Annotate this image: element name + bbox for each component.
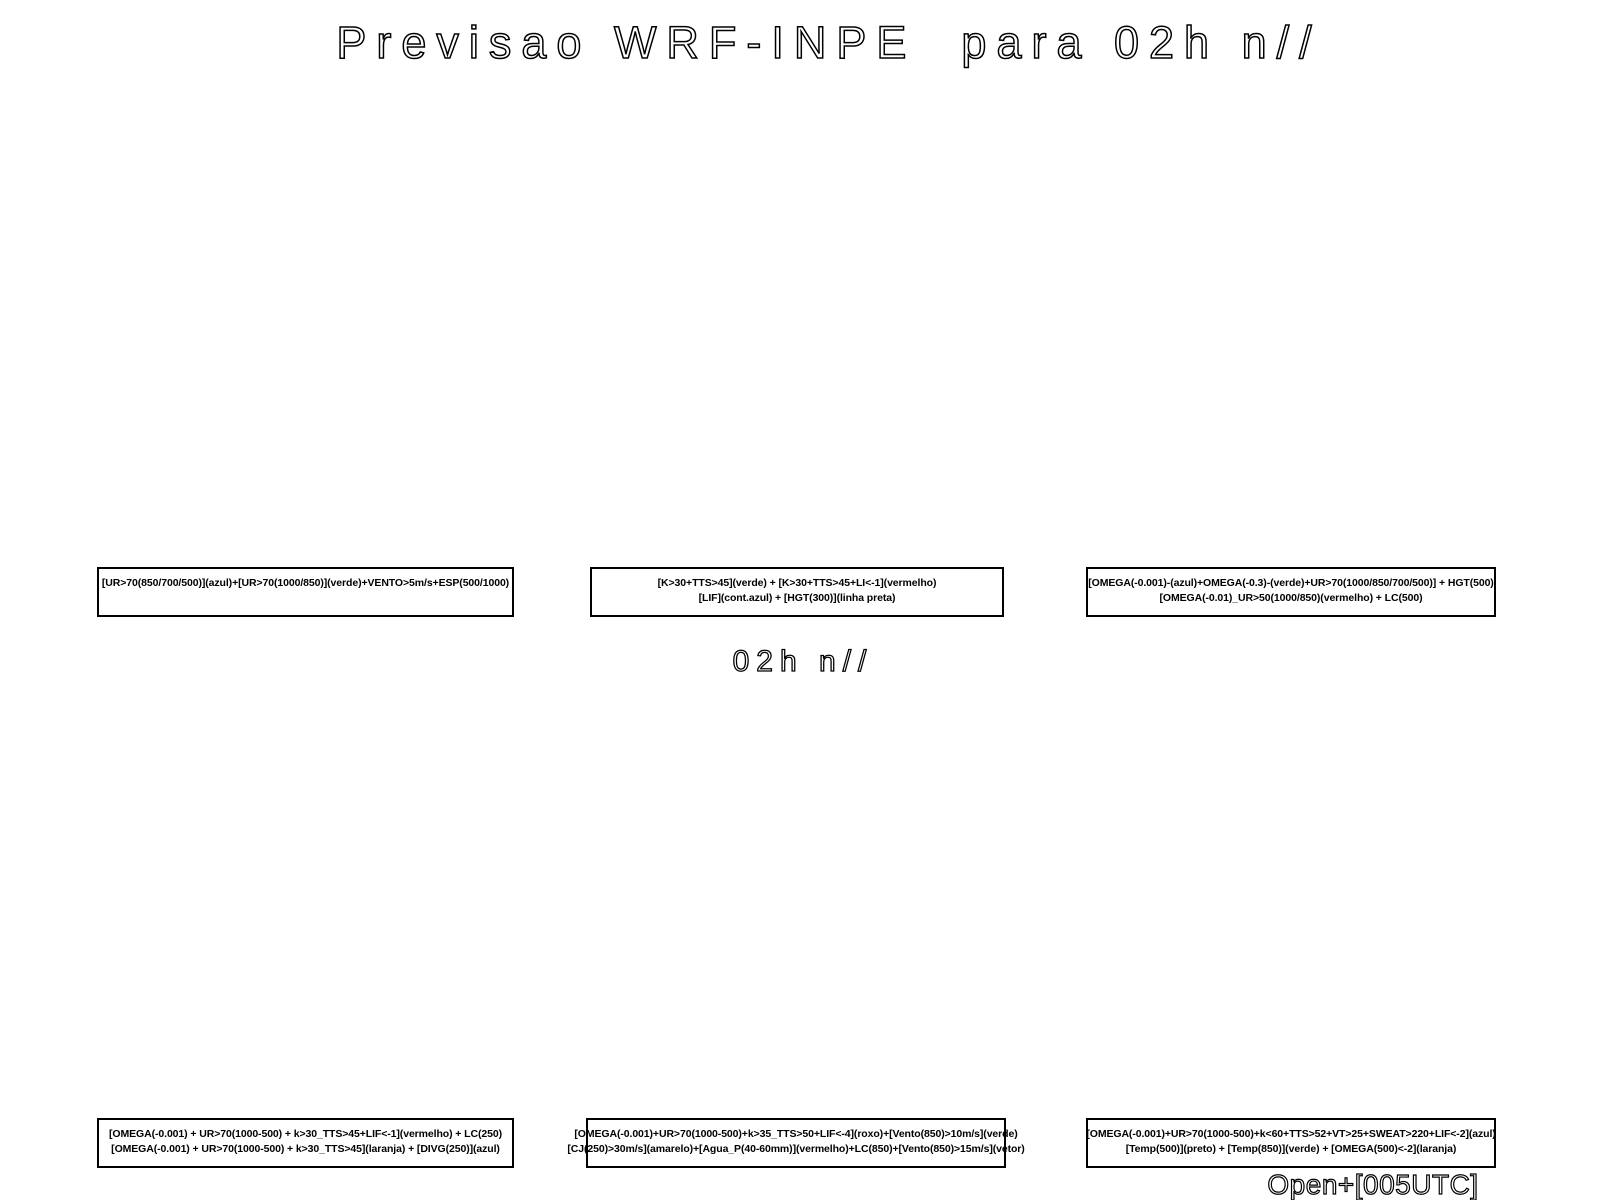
subtitle-layer xyxy=(0,630,1600,680)
plot-subtitle: 02h n// xyxy=(732,645,874,678)
legend-panel-bottom-left xyxy=(97,1118,514,1168)
legend-line: [OMEGA(-0.001)+UR>70(1000-500)+k<60+TTS>52+VT>25+SWEAT>220+LIF<-2](azul) xyxy=(1086,1128,1496,1140)
legend-panel-bottom-center xyxy=(567,1118,1025,1168)
legend-line: [K>30+TTS>45](verde) + [K>30+TTS>45+LI<-1](vermelho) xyxy=(657,577,937,589)
footer-layer xyxy=(1100,1158,1600,1200)
legend-line: [OMEGA(-0.001) + UR>70(1000-500) + k>30_TTS>45+LIF<-1](vermelho) + LC(250) xyxy=(109,1128,502,1140)
legend-line: [OMEGA(-0.001) + UR>70(1000-500) + k>30_TTS>45](laranja) + [DIVG(250)](azul) xyxy=(111,1143,500,1155)
plot-title: Previsao WRF-INPE para 02h n// xyxy=(336,17,1322,68)
legend-line: [LIF](cont.azul) + [HGT(300)](linha preta) xyxy=(698,592,896,604)
legend-line: [OMEGA(-0.001)-(azul)+OMEGA(-0.3)-(verde)+UR>70(1000/850/700/500)] + HGT(500) xyxy=(1088,577,1494,589)
legend-panel-top-center xyxy=(590,567,1004,617)
title-layer xyxy=(0,0,1600,90)
legend-line: [Temp(500)](preto) + [Temp(850)](verde) + [OMEGA(500)<-2](laranja) xyxy=(1125,1143,1457,1155)
legend-line: [CJ(250)>30m/s](amarelo)+[Agua_P(40-60mm)](vermelho)+LC(850)+[Vento(850)>15m/s](vetor) xyxy=(567,1143,1025,1155)
legend-line: [OMEGA(-0.001)+UR>70(1000-500)+k>35_TTS>50+LIF<-4](roxo)+[Vento(850)>10m/s](verde) xyxy=(574,1128,1018,1140)
footer-timestamp: Open+[005UTC] xyxy=(1267,1169,1479,1200)
legend-panel-top-left xyxy=(97,567,514,617)
legend-line: [UR>70(850/700/500)](azul)+[UR>70(1000/850)](verde)+VENTO>5m/s+ESP(500/1000) xyxy=(101,577,510,589)
legend-line: [OMEGA(-0.01)_UR>50(1000/850)(vermelho) + LC(500) xyxy=(1159,592,1423,604)
legend-panel-top-right xyxy=(1086,567,1496,617)
